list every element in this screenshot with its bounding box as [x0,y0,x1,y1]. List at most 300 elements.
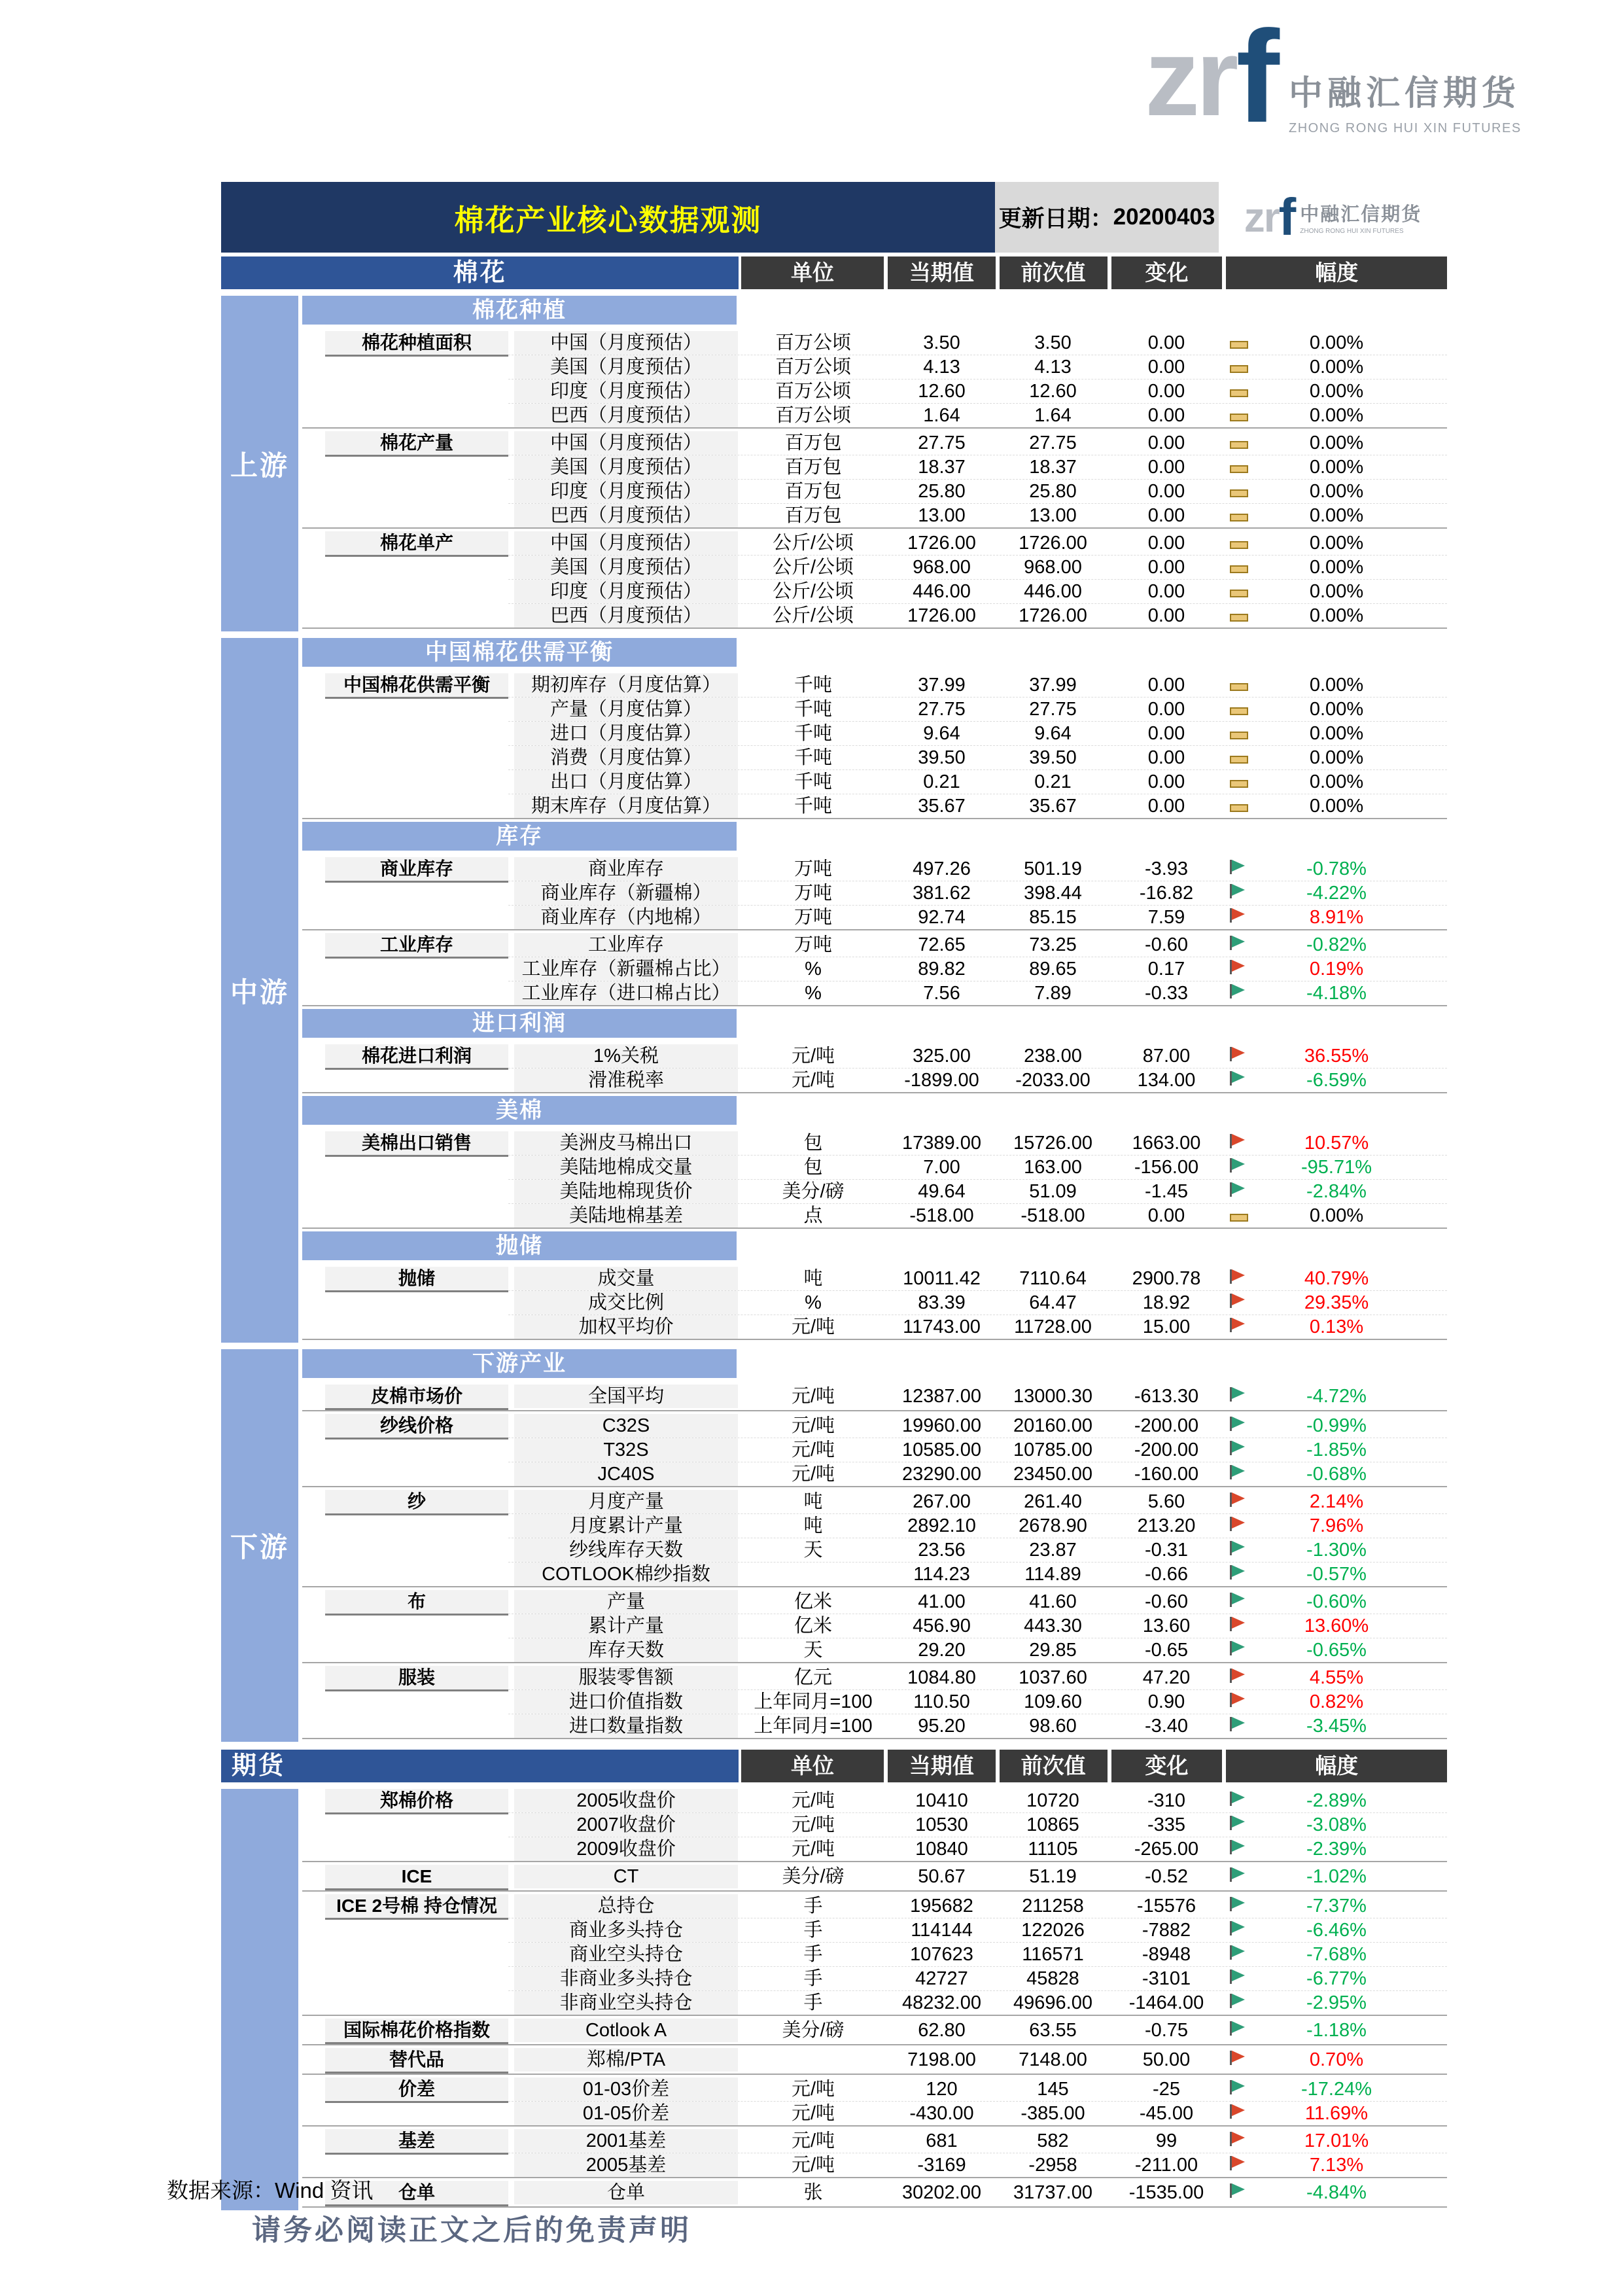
row-previous-value: 261.40 [1024,1491,1082,1512]
row-unit: 元/吨 [791,1464,835,1485]
section [302,296,1447,629]
row-unit: 上年同月=100 [754,1716,873,1737]
page-title: 棉花产业核心数据观测 [221,182,995,253]
table-row [508,1538,1447,1563]
row-amplitude-cell [1226,722,1447,745]
flag-glyph [1230,2183,1247,2199]
disclaimer-note: 请务必阅读正文之后的免责声明 [252,2214,691,2246]
flag-glyph [1230,959,1247,975]
row-change-value: -3101 [1142,1968,1191,1989]
row-unit: 元/吨 [791,1316,835,1337]
row-unit: 万吨 [794,883,832,904]
row-change-value: -160.00 [1134,1464,1199,1485]
table-row [508,556,1447,580]
section [302,1231,1447,1340]
group-rows [508,1789,1447,1861]
row-unit: 元/吨 [791,1814,835,1835]
stage-sidebar: 上游 [221,296,298,631]
row-current-value: 18.37 [918,457,966,478]
flat-icon [1230,380,1248,403]
flag-glyph [1230,1920,1247,1936]
row-previous-value: 7.89 [1034,983,1072,1004]
flag-glyph [1230,1317,1247,1333]
flat-rect-glyph [1230,341,1248,349]
row-previous-value: 23450.00 [1013,1464,1092,1485]
row-unit: 千吨 [794,699,832,720]
row-change-value: 0.00 [1147,1205,1185,1226]
row-previous-value: -2958 [1028,2155,1077,2176]
flag-glyph [1230,1867,1247,1882]
flag-up-icon [1230,1131,1247,1155]
table-row [508,1638,1447,1662]
flag-down-icon [1230,1918,1247,1942]
flat-rect-glyph [1230,732,1248,739]
table-row [508,1291,1447,1315]
row-item-label: 印度（月度预估） [514,480,738,503]
group-rows [508,2048,1447,2074]
flag-down-icon [1230,1714,1247,1738]
group-rows [508,2181,1447,2206]
table-row [508,1894,1447,1918]
group-label: 棉花产量 [325,431,508,457]
flat-icon [1230,431,1248,455]
row-item-label: 美国（月度预估） [514,355,738,379]
row-current-value: 10410 [915,1790,968,1811]
row-item-label: C32S [514,1414,738,1438]
flat-rect-glyph [1230,489,1248,497]
table-row [508,2077,1447,2102]
row-unit: 美分/磅 [782,1866,845,1887]
row-current-value: 456.90 [913,1616,971,1636]
row-previous-value: 968.00 [1024,557,1082,578]
row-unit: 包 [803,1133,823,1154]
row-current-value: 3.50 [923,332,960,353]
flag-up-icon [1230,1315,1247,1339]
row-item-label: 工业库存 [514,933,738,957]
row-unit: 百万包 [784,457,842,478]
row-unit: 美分/磅 [782,2020,845,2041]
flag-glyph [1230,2079,1247,2095]
row-amplitude-value: -2.95% [1306,1992,1367,2013]
row-current-value: 72.65 [918,934,966,955]
table-row [508,1490,1447,1514]
row-change-value: 50.00 [1142,2049,1191,2070]
data-group [302,1666,1447,1739]
flag-glyph [1230,1791,1247,1807]
row-current-value: -1899.00 [904,1070,979,1091]
row-amplitude-cell [1226,404,1447,427]
row-current-value: -430.00 [909,2103,974,2124]
row-current-value: 35.67 [918,796,966,817]
row-amplitude-value: 4.55% [1309,1667,1364,1688]
row-item-label: JC40S [514,1462,738,1486]
row-amplitude-value: -0.68% [1306,1464,1367,1485]
row-current-value: 107623 [910,1944,973,1965]
row-unit: 万吨 [794,907,832,928]
group-rows [508,857,1447,929]
row-previous-value: 51.09 [1029,1181,1077,1202]
table-row [508,857,1447,881]
row-change-value: 1663.00 [1132,1133,1201,1154]
row-unit: 手 [803,1968,823,1989]
row-change-value: -45.00 [1139,2103,1194,2124]
flat-rect-glyph [1230,441,1248,449]
table-row [508,933,1447,957]
section-band: 库存 [302,822,737,851]
data-source-note: 数据来源：Wind 资讯 [167,2178,374,2202]
data-group [302,1590,1447,1663]
row-change-value: -1535.00 [1128,2182,1204,2203]
row-unit: 元/吨 [791,2103,835,2124]
row-amplitude-cell [1226,1563,1447,1586]
row-item-label: T32S [514,1438,738,1462]
data-group [302,2019,1447,2045]
row-change-value: -3.93 [1144,858,1189,879]
row-amplitude-cell [1226,794,1447,818]
table-row [508,1131,1447,1156]
column-header-previous: 前次值 [1000,1750,1108,1782]
row-item-label: 产量（月度估算） [514,698,738,721]
row-amplitude-cell [1226,331,1447,355]
row-current-value: 7198.00 [907,2049,976,2070]
row-change-value: -0.65 [1144,1640,1189,1661]
row-current-value: 30202.00 [902,2182,981,2203]
row-item-label: 商业库存（新疆棉） [514,881,738,905]
column-header-previous: 前次值 [1000,256,1108,289]
flag-down-icon [1230,1385,1247,1408]
row-amplitude-cell [1226,957,1447,981]
row-amplitude-cell [1226,2048,1447,2072]
row-previous-value: 20160.00 [1013,1415,1092,1436]
flag-glyph [1230,1616,1247,1632]
table-row [508,1690,1447,1714]
row-amplitude-value: -6.46% [1306,1920,1367,1941]
row-current-value: 7.56 [923,983,960,1004]
flag-glyph [1230,1386,1247,1402]
row-amplitude-value: 11.69% [1304,2103,1369,2124]
group-rows [508,1414,1447,1486]
row-current-value: 41.00 [918,1591,966,1612]
flag-glyph [1230,908,1247,923]
column-header-change: 变化 [1111,1750,1223,1782]
row-current-value: 968.00 [913,557,971,578]
column-header-unit: 单位 [741,1750,884,1782]
group-label: 美棉出口销售 [325,1131,508,1157]
table-row [508,881,1447,906]
row-amplitude-value: -0.82% [1306,934,1367,955]
row-unit: 元/吨 [791,1386,835,1407]
row-item-label: 期末库存（月度估算） [514,794,738,818]
flat-icon [1230,1204,1248,1227]
row-amplitude-cell [1226,580,1447,603]
row-unit: 亿米 [794,1591,832,1612]
row-amplitude-cell [1226,1813,1447,1837]
row-item-label: 巴西（月度预估） [514,504,738,527]
group-label: 布 [325,1590,508,1616]
group-rows [508,1044,1447,1092]
section [302,1789,1447,2208]
row-amplitude-value: 0.00% [1309,332,1364,353]
row-change-value: -0.60 [1144,934,1189,955]
cotton-table-header [221,256,1447,289]
row-item-label: 进口价值指数 [514,1690,738,1714]
group-label: 抛储 [325,1267,508,1292]
flag-glyph [1230,1993,1247,2009]
group-label: 商业库存 [325,857,508,883]
row-unit: 元/吨 [791,1439,835,1460]
group-rows [508,331,1447,427]
row-amplitude-cell [1226,1865,1447,1888]
row-current-value: 1084.80 [907,1667,976,1688]
column-header-current: 当期值 [888,1750,996,1782]
row-amplitude-value: -4.84% [1306,2182,1367,2203]
section [302,1009,1447,1093]
flat-rect-glyph [1230,414,1248,421]
section-band: 美棉 [302,1096,737,1125]
row-item-label: 郑棉/PTA [514,2048,738,2072]
row-item-label: 2009收盘价 [514,1837,738,1861]
row-previous-value: 25.80 [1029,481,1077,502]
group-rows [508,2129,1447,2177]
table-row [508,1865,1447,1888]
row-current-value: 27.75 [918,433,966,453]
row-amplitude-cell [1226,1614,1447,1638]
row-unit: 亿米 [794,1616,832,1636]
row-current-value: -518.00 [909,1205,974,1226]
row-item-label: 商业空头持仓 [514,1943,738,1966]
row-change-value: -310 [1147,1790,1186,1811]
row-previous-value: 10720 [1026,1790,1079,1811]
flat-icon [1230,722,1248,745]
cotton-stages-container [221,296,1447,1742]
table-row [508,1069,1447,1092]
flag-up-icon [1230,1614,1247,1638]
flat-icon [1230,746,1248,769]
row-unit: 百万包 [784,433,842,453]
flag-down-icon [1230,981,1247,1005]
row-item-label: 01-05价差 [514,2102,738,2125]
table-row [508,1385,1447,1408]
group-label: 皮棉市场价 [325,1385,508,1410]
section [302,638,1447,819]
row-amplitude-cell [1226,1918,1447,1942]
row-amplitude-cell [1226,1638,1447,1662]
update-date [995,182,1219,253]
section [302,1096,1447,1229]
flag-glyph [1230,1564,1247,1580]
row-amplitude-cell [1226,1204,1447,1227]
table-row [508,1714,1447,1738]
row-current-value: 27.75 [918,699,966,720]
flat-icon [1230,404,1248,427]
flag-glyph [1230,1157,1247,1173]
row-item-label: 01-03价差 [514,2077,738,2101]
row-current-value: 12.60 [918,381,966,402]
flat-rect-glyph [1230,614,1248,622]
table-row [508,1918,1447,1943]
flag-glyph [1230,2104,1247,2119]
row-change-value: 18.92 [1142,1292,1191,1313]
row-unit: 元/吨 [791,2155,835,2176]
row-current-value: 446.00 [913,581,971,602]
group-label: 纱线价格 [325,1414,508,1439]
flag-glyph [1230,1070,1247,1086]
row-item-label: 巴西（月度预估） [514,604,738,627]
table-row [508,504,1447,527]
row-change-value: -200.00 [1134,1439,1199,1460]
table-row [508,746,1447,770]
row-amplitude-cell [1226,1438,1447,1462]
row-item-label: 纱线库存天数 [514,1538,738,1562]
row-unit: 百万公顷 [775,357,851,378]
row-current-value: 92.74 [918,907,966,928]
row-change-value: 0.00 [1147,533,1185,554]
flag-down-icon [1230,2019,1247,2042]
flag-glyph [1230,2131,1247,2147]
row-amplitude-value: -2.39% [1306,1839,1367,1860]
row-amplitude-cell [1226,504,1447,527]
data-group [302,2181,1447,2208]
stage-中游 [221,638,1447,1343]
row-change-value: -25 [1153,2079,1180,2100]
table-row [508,531,1447,556]
flat-rect-glyph [1230,365,1248,373]
table-row [508,1514,1447,1538]
row-item-label: 进口数量指数 [514,1714,738,1738]
logo-company-name-en: ZHONG RONG HUI XIN FUTURES [1289,121,1522,135]
row-change-value: 87.00 [1142,1046,1191,1067]
stage-上游 [221,296,1447,631]
row-item-label: 总持仓 [514,1894,738,1918]
row-change-value: 0.00 [1147,605,1185,626]
row-item-label: 商业库存（内地棉） [514,906,738,929]
row-change-value: 0.00 [1147,457,1185,478]
group-label: 棉花种植面积 [325,331,508,357]
flag-glyph [1230,1839,1247,1855]
row-previous-value: -2033.00 [1015,1070,1091,1091]
table-row [508,1789,1447,1813]
table-row [508,698,1447,722]
flat-rect-glyph [1230,780,1248,788]
row-amplitude-cell [1226,1069,1447,1092]
row-amplitude-cell [1226,1462,1447,1486]
row-amplitude-cell [1226,1514,1447,1538]
row-amplitude-value: 0.00% [1309,747,1364,768]
row-unit: 吨 [803,1515,823,1536]
flag-glyph [1230,1293,1247,1309]
row-current-value: 89.82 [918,959,966,980]
flag-glyph [1230,1640,1247,1656]
row-amplitude-value: 0.00% [1309,481,1364,502]
row-amplitude-value: 0.82% [1309,1691,1364,1712]
row-change-value: 134.00 [1137,1070,1196,1091]
row-change-value: 0.00 [1147,675,1185,696]
data-group [302,2129,1447,2178]
row-previous-value: 145 [1037,2079,1069,2100]
flat-rect-glyph [1230,465,1248,473]
flag-glyph [1230,2155,1247,2171]
row-previous-value: 11105 [1028,1839,1078,1860]
row-previous-value: 446.00 [1024,581,1082,602]
mini-logo-company-name-en: ZHONG RONG HUI XIN FUTURES [1300,228,1404,235]
row-amplitude-cell [1226,380,1447,403]
table-row [508,1044,1447,1069]
table-row [508,2129,1447,2153]
row-previous-value: 13.00 [1029,505,1077,526]
row-current-value: 11743.00 [903,1316,981,1337]
row-change-value: -1464.00 [1128,1992,1204,2013]
row-previous-value: 63.55 [1029,2020,1077,2041]
row-item-label: 月度产量 [514,1490,738,1513]
flag-down-icon [1230,1865,1247,1888]
row-amplitude-value: -2.89% [1306,1790,1367,1811]
row-current-value: 23290.00 [902,1464,981,1485]
row-previous-value: 1037.60 [1019,1667,1087,1688]
row-item-label: 加权平均价 [514,1315,738,1339]
table-row [508,604,1447,627]
row-unit: 百万公顷 [775,332,851,353]
row-previous-value: 11728.00 [1014,1316,1092,1337]
table-row [508,2019,1447,2042]
row-amplitude-value: 0.00% [1309,405,1364,426]
flag-glyph [1230,1133,1247,1149]
row-previous-value: 116571 [1022,1944,1084,1965]
row-item-label: 中国（月度预估） [514,431,738,455]
row-change-value: 7.59 [1147,907,1185,928]
row-amplitude-value: 0.70% [1309,2049,1364,2070]
table-row [508,1837,1447,1861]
row-change-value: 5.60 [1147,1491,1185,1512]
row-current-value: 13.00 [918,505,966,526]
row-amplitude-cell [1226,1690,1447,1714]
row-unit [742,2048,884,2072]
row-change-value: 0.00 [1147,381,1185,402]
table-row [508,794,1447,818]
row-unit: 百万公顷 [775,405,851,426]
row-change-value: 0.17 [1147,959,1185,980]
row-amplitude-cell [1226,933,1447,957]
stage-下游 [221,1349,1447,1742]
row-previous-value: 23.87 [1029,1540,1077,1561]
row-previous-value: 98.60 [1029,1716,1077,1737]
row-unit: % [805,1292,822,1313]
row-change-value: 0.00 [1147,433,1185,453]
row-current-value: 39.50 [918,747,966,768]
column-header-change: 变化 [1111,256,1223,289]
row-change-value: 15.00 [1142,1316,1191,1337]
row-change-value: 0.00 [1147,505,1185,526]
row-amplitude-value: -3.45% [1306,1716,1367,1737]
data-group [302,1385,1447,1411]
flat-rect-glyph [1230,756,1248,764]
row-amplitude-cell [1226,1180,1447,1203]
row-current-value: 1726.00 [907,533,976,554]
row-current-value: 42727 [915,1968,968,1989]
table-row [508,1943,1447,1967]
row-unit: 公斤/公顷 [772,605,854,626]
row-change-value: -15576 [1136,1896,1196,1916]
group-label: 郑棉价格 [325,1789,508,1814]
table-row [508,673,1447,698]
flag-glyph [1230,2050,1247,2066]
row-unit: 千吨 [794,796,832,817]
row-change-value: -200.00 [1134,1415,1199,1436]
row-amplitude-value: -1.30% [1306,1540,1367,1561]
row-item-label: 2005基差 [514,2153,738,2177]
row-amplitude-cell [1226,673,1447,697]
flag-glyph [1230,1716,1247,1732]
row-unit: 点 [803,1205,823,1226]
